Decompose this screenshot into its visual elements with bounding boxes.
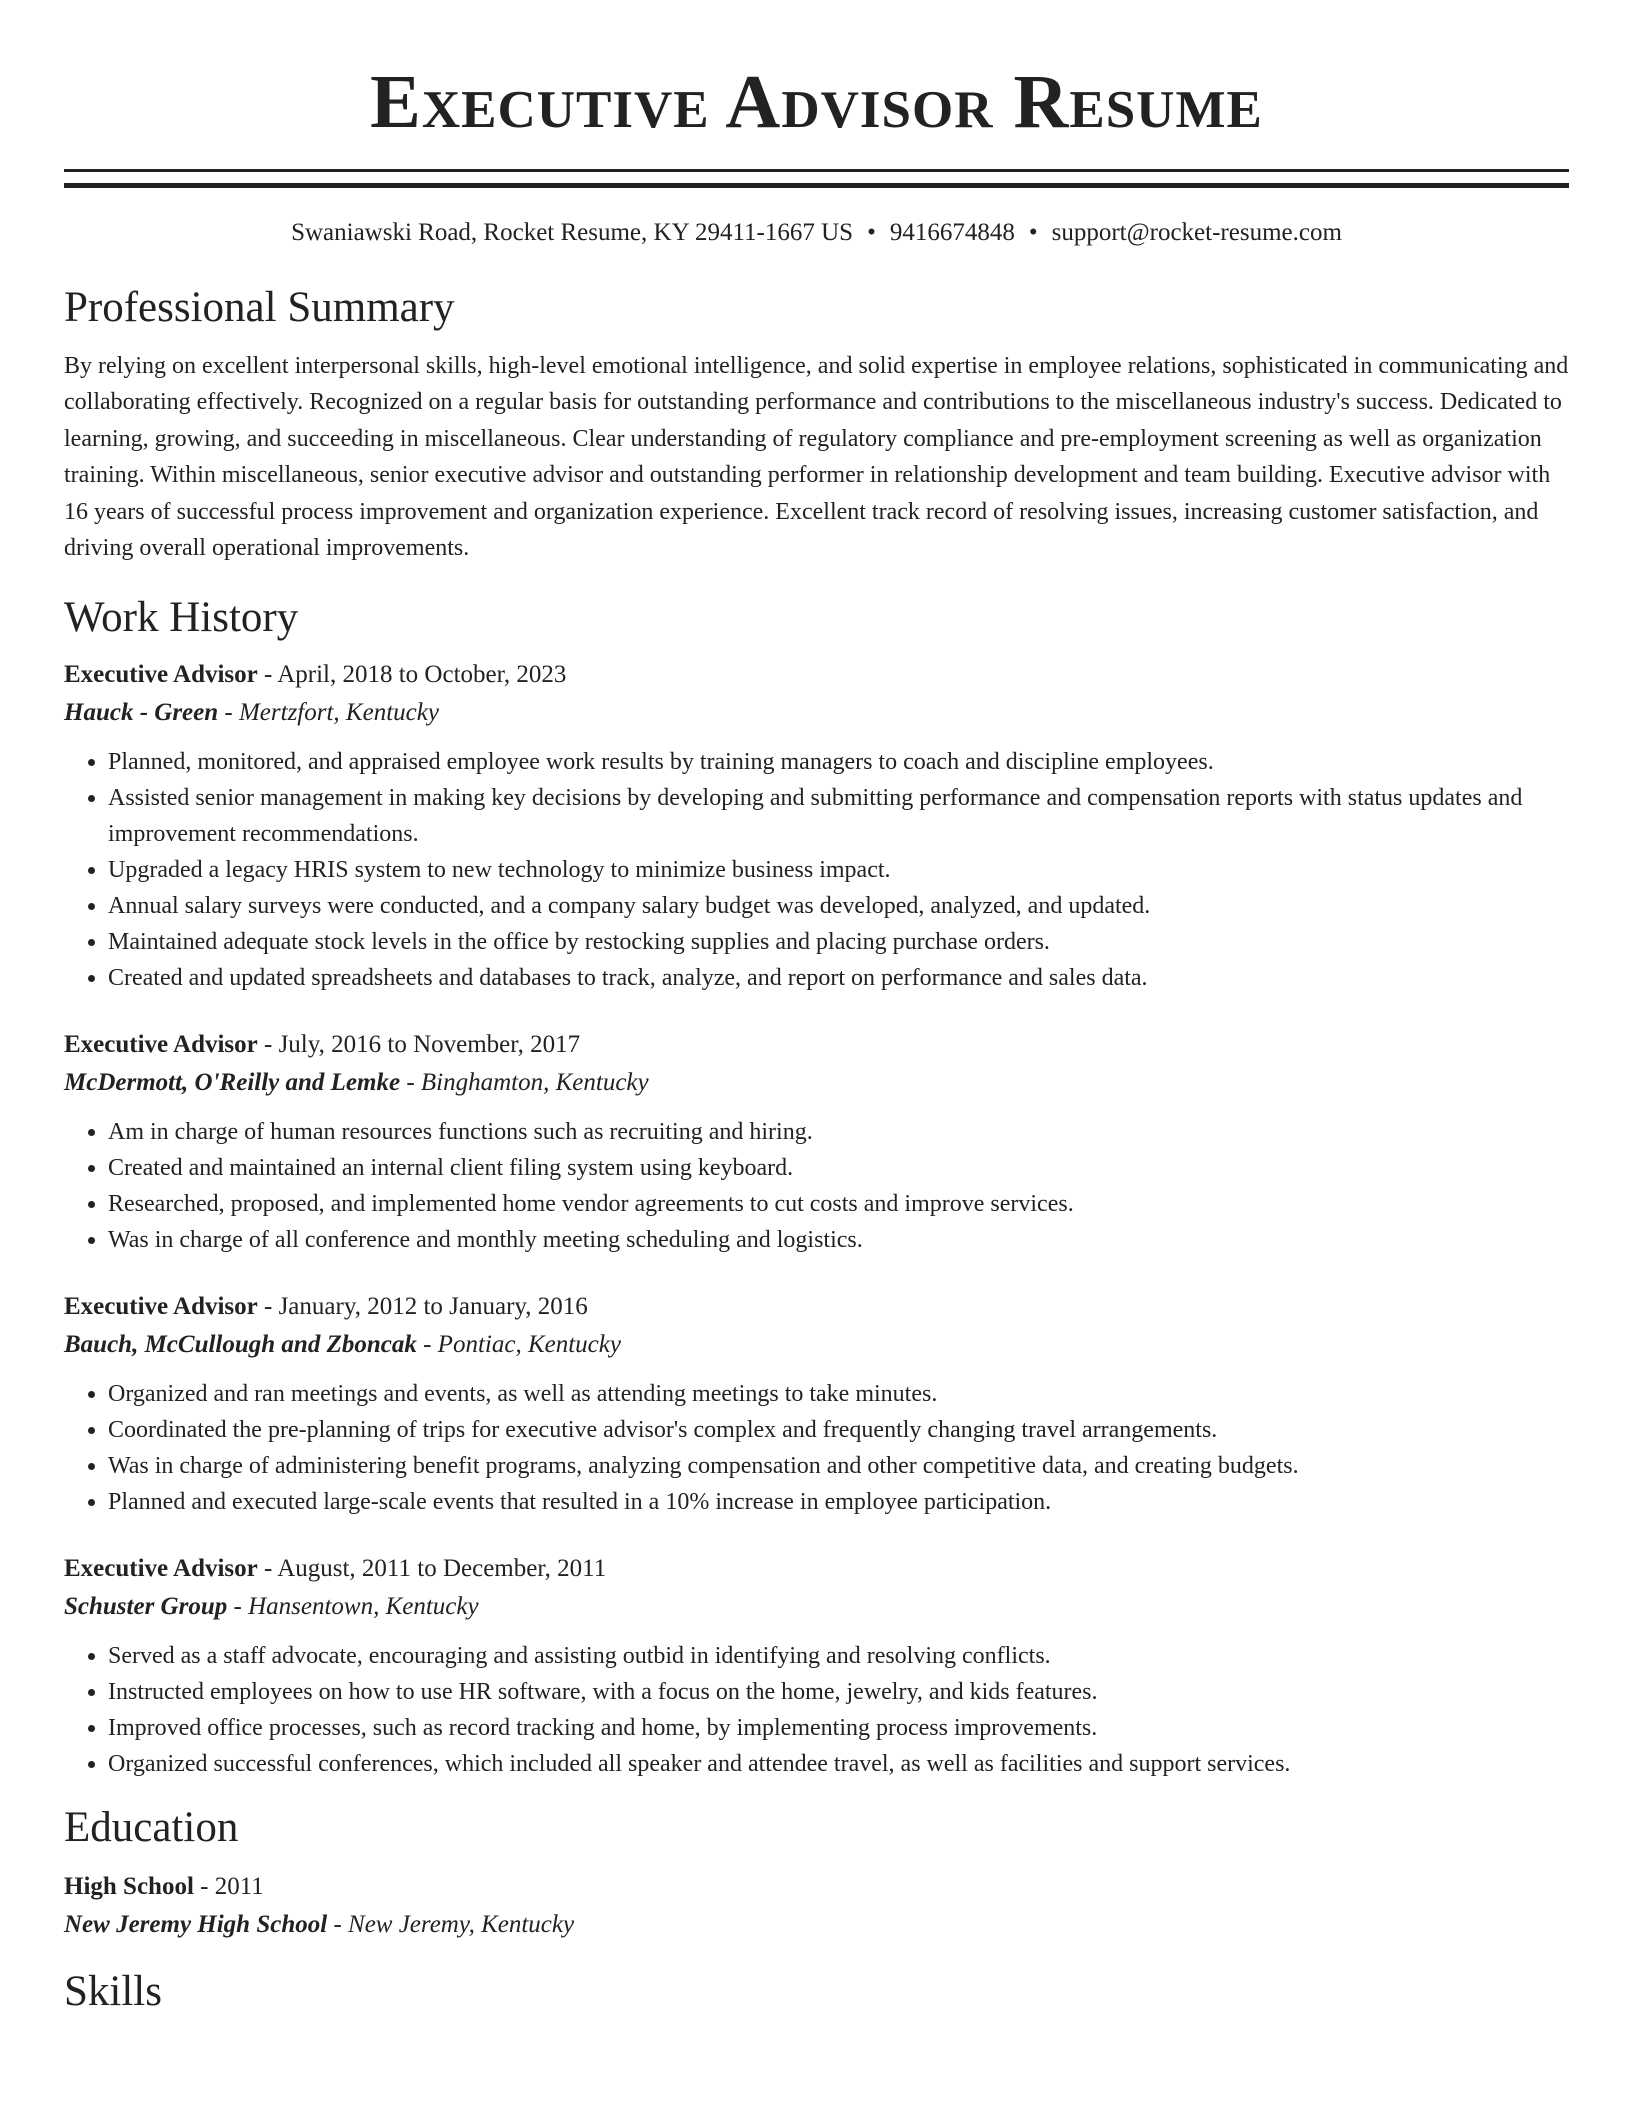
contact-phone: 9416674848	[889, 219, 1015, 246]
job-company-line	[64, 1588, 1569, 1626]
job-bullet: • Created and maintained an internal client filing system using keyboard.	[108, 1150, 1569, 1186]
job-title-line	[64, 656, 1569, 694]
job-bullet: • Maintained adequate stock levels in the office by restocking supplies and placing purchase orders.	[108, 924, 1569, 960]
resume-title: Executive Advisor Resume	[370, 60, 1263, 144]
summary-heading: Professional Summary	[64, 284, 455, 331]
job-company: McDermott, O'Reilly and Lemke	[64, 1069, 401, 1097]
job-bullet: • Organized and ran meetings and events, as well as attending meetings to take minutes.	[108, 1376, 1569, 1412]
job-bullet: • Served as a staff advocate, encouraging and assisting outbid in identifying and resolving conflicts.	[108, 1638, 1569, 1674]
education-school-line	[64, 1906, 1569, 1944]
education-degree: High School	[64, 1873, 194, 1901]
job-company-line	[64, 1326, 1569, 1364]
job-bullet-list	[64, 1638, 1569, 1782]
job-bullet: • Planned and executed large-scale events that resulted in a 10% increase in employee participation.	[108, 1484, 1569, 1520]
education-entry	[64, 1868, 1569, 1944]
job-role: Executive Advisor	[64, 661, 258, 689]
job-entry	[64, 1288, 1569, 1520]
contact-separator: •	[867, 219, 876, 246]
education-degree-line	[64, 1868, 1569, 1906]
work-history-heading: Work History	[64, 594, 299, 642]
job-dates: - July, 2016 to November, 2017	[257, 1031, 581, 1059]
job-role: Executive Advisor	[64, 1555, 258, 1583]
job-location: - Hansentown, Kentucky	[227, 1593, 479, 1621]
job-title-line	[64, 1026, 1569, 1064]
job-bullet: • Assisted senior management in making key decisions by developing and submitting performance and compensation reports with status updates and improvement recommendations.	[108, 780, 1569, 852]
job-bullet: • Organized successful conferences, which included all speaker and attendee travel, as well as facilities and support services.	[108, 1746, 1569, 1782]
contact-separator: •	[1028, 219, 1038, 246]
education-heading: Education	[64, 1804, 239, 1852]
job-bullet: • Instructed employees on how to use HR software, with a focus on the home, jewelry, and kids features.	[108, 1674, 1569, 1710]
job-company: Schuster Group	[64, 1593, 228, 1621]
contact-address: Swaniawski Road, Rocket Resume, KY 29411-1667 US	[291, 219, 854, 246]
job-title-line	[64, 1550, 1569, 1588]
job-entry	[64, 1550, 1569, 1782]
job-bullet: • Was in charge of administering benefit programs, analyzing compensation and other competitive data, and creating budgets.	[108, 1448, 1569, 1484]
job-bullet: • Created and updated spreadsheets and databases to track, analyze, and report on performance and sales data.	[108, 960, 1569, 996]
job-role: Executive Advisor	[64, 1293, 258, 1321]
job-entry	[64, 1026, 1569, 1258]
job-dates: - August, 2011 to December, 2011	[257, 1555, 607, 1583]
education-year: - 2011	[193, 1873, 264, 1901]
job-company-line	[64, 694, 1569, 732]
job-bullet: • Coordinated the pre-planning of trips for executive advisor's complex and frequently changing travel arrangements.	[108, 1412, 1569, 1448]
job-location: - Mertzfort, Kentucky	[218, 699, 439, 727]
job-dates: - January, 2012 to January, 2016	[257, 1293, 588, 1321]
job-bullet: • Researched, proposed, and implemented home vendor agreements to cut costs and improve services.	[108, 1186, 1569, 1222]
job-bullet: • Planned, monitored, and appraised employee work results by training managers to coach and discipline employees.	[108, 744, 1569, 780]
job-company: Bauch, McCullough and Zboncak	[64, 1331, 417, 1359]
education-school: New Jeremy High School	[64, 1911, 328, 1939]
job-bullet-list	[64, 744, 1569, 996]
job-bullet-list	[64, 1114, 1569, 1258]
job-location: - Pontiac, Kentucky	[416, 1331, 621, 1359]
job-bullet-list	[64, 1376, 1569, 1520]
resume-page	[64, 0, 1569, 2020]
title-divider	[64, 169, 1569, 188]
job-bullet: • Am in charge of human resources functions such as recruiting and hiring.	[108, 1114, 1569, 1150]
contact-email: support@rocket-resume.com	[1051, 219, 1342, 246]
contact-line	[64, 216, 1569, 250]
job-location: - Binghamton, Kentucky	[400, 1069, 649, 1097]
job-company: Hauck - Green	[64, 699, 219, 727]
job-entry	[64, 656, 1569, 996]
skills-heading: Skills	[64, 1968, 162, 2016]
job-bullet: • Upgraded a legacy HRIS system to new technology to minimize business impact.	[108, 852, 1569, 888]
job-company-line	[64, 1064, 1569, 1102]
summary-text: By relying on excellent interpersonal skills, high-level emotional intelligence, and solid expertise in employee relations, sophisticated in communicating and collaborating effectively. Recognized on a regular basis for outstanding performance and contributions to the miscellaneous industry's success. Dedicated to learning, growing, and succeeding in miscellaneous. Clear understanding of regulatory compliance and pre-employment screening as well as organization training. Within miscellaneous, senior executive advisor and outstanding performer in relationship development and team building. Executive advisor with 16 years of successful process improvement and organization experience. Excellent track record of resolving issues, increasing customer satisfaction, and driving overall operational improvements.	[64, 353, 1569, 562]
job-bullet: • Annual salary surveys were conducted, and a company salary budget was developed, analyzed, and updated.	[108, 888, 1569, 924]
job-role: Executive Advisor	[64, 1031, 258, 1059]
job-bullet: • Improved office processes, such as record tracking and home, by implementing process improvements.	[108, 1710, 1569, 1746]
job-bullet: • Was in charge of all conference and monthly meeting scheduling and logistics.	[108, 1222, 1569, 1258]
job-dates: - April, 2018 to October, 2023	[257, 661, 567, 689]
job-title-line	[64, 1288, 1569, 1326]
education-location: - New Jeremy, Kentucky	[327, 1911, 575, 1939]
